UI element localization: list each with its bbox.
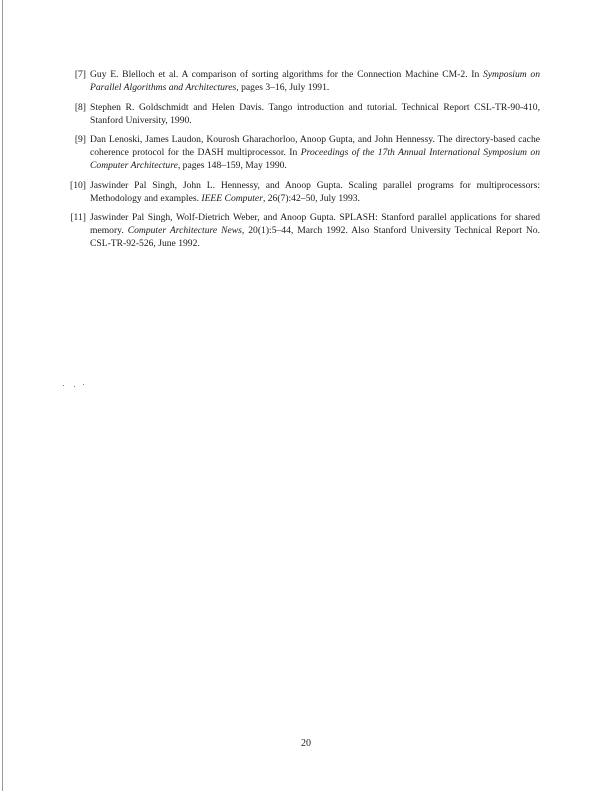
reference-text <box>90 211 540 250</box>
reference-text <box>90 179 540 205</box>
reference-list <box>60 68 540 257</box>
reference-text-segment: , pages 3–16, July 1991. <box>236 82 330 93</box>
reference-venue-italic: Proceedings of the 17th Annual International Symposium on Computer Architecture <box>90 147 541 171</box>
reference-text-segment: Stephen R. Goldschmidt and Helen Davis. Tango introduction and tutorial. Technical Report CSL-TR-90-410, Stanford University, 1990. <box>90 101 540 126</box>
reference-text <box>90 101 540 127</box>
reference-venue-italic: Symposium on Parallel Algorithms and Architectures <box>90 69 540 93</box>
reference-text-segment: Jaswinder Pal Singh, Wolf-Dietrich Weber, and Anoop Gupta. SPLASH: Stanford parallel applications for shared memory. <box>90 212 540 236</box>
reference-number: [11] <box>70 212 86 223</box>
reference-item <box>60 68 540 94</box>
reference-venue-italic: IEEE Computer <box>201 192 263 204</box>
reference-text <box>90 68 540 94</box>
reference-item <box>60 101 540 127</box>
reference-item <box>60 133 540 172</box>
reference-text-segment: Dan Lenoski, James Laudon, Kourosh Gharachorloo, Anoop Gupta, and John Hennessy. The directory-based cache coherence protocol for the DASH multiprocessor. In <box>90 134 540 158</box>
reference-text-segment: , 20(1):5–44, March 1992. Also Stanford University Technical Report No. CSL-TR-92-526, June 1992. <box>90 225 540 249</box>
scan-speck <box>83 384 84 385</box>
page-number: 20 <box>301 738 311 749</box>
reference-number: [9] <box>74 134 86 145</box>
reference-venue-italic: Computer Architecture News <box>127 225 242 236</box>
reference-text <box>90 133 540 172</box>
reference-item <box>60 211 540 250</box>
reference-text-segment: Jaswinder Pal Singh, John L. Hennessy, and Anoop Gupta. Scaling parallel programs for multiprocessors: Methodology and examples. <box>90 179 540 204</box>
reference-item <box>60 179 540 205</box>
scan-specks <box>63 384 87 388</box>
scan-edge-line <box>2 0 3 791</box>
reference-text-segment: , pages 148–159, May 1990. <box>177 160 287 171</box>
scan-speck <box>63 385 64 386</box>
reference-number: [7] <box>74 69 86 80</box>
reference-number: [10] <box>70 179 86 191</box>
reference-text-segment: , 26(7):42–50, July 1993. <box>262 192 360 204</box>
scan-speck <box>74 386 75 387</box>
reference-text-segment: Guy E. Blelloch et al. A comparison of sorting algorithms for the Connection Machine CM-2. In <box>90 69 483 80</box>
reference-number: [8] <box>74 101 86 113</box>
